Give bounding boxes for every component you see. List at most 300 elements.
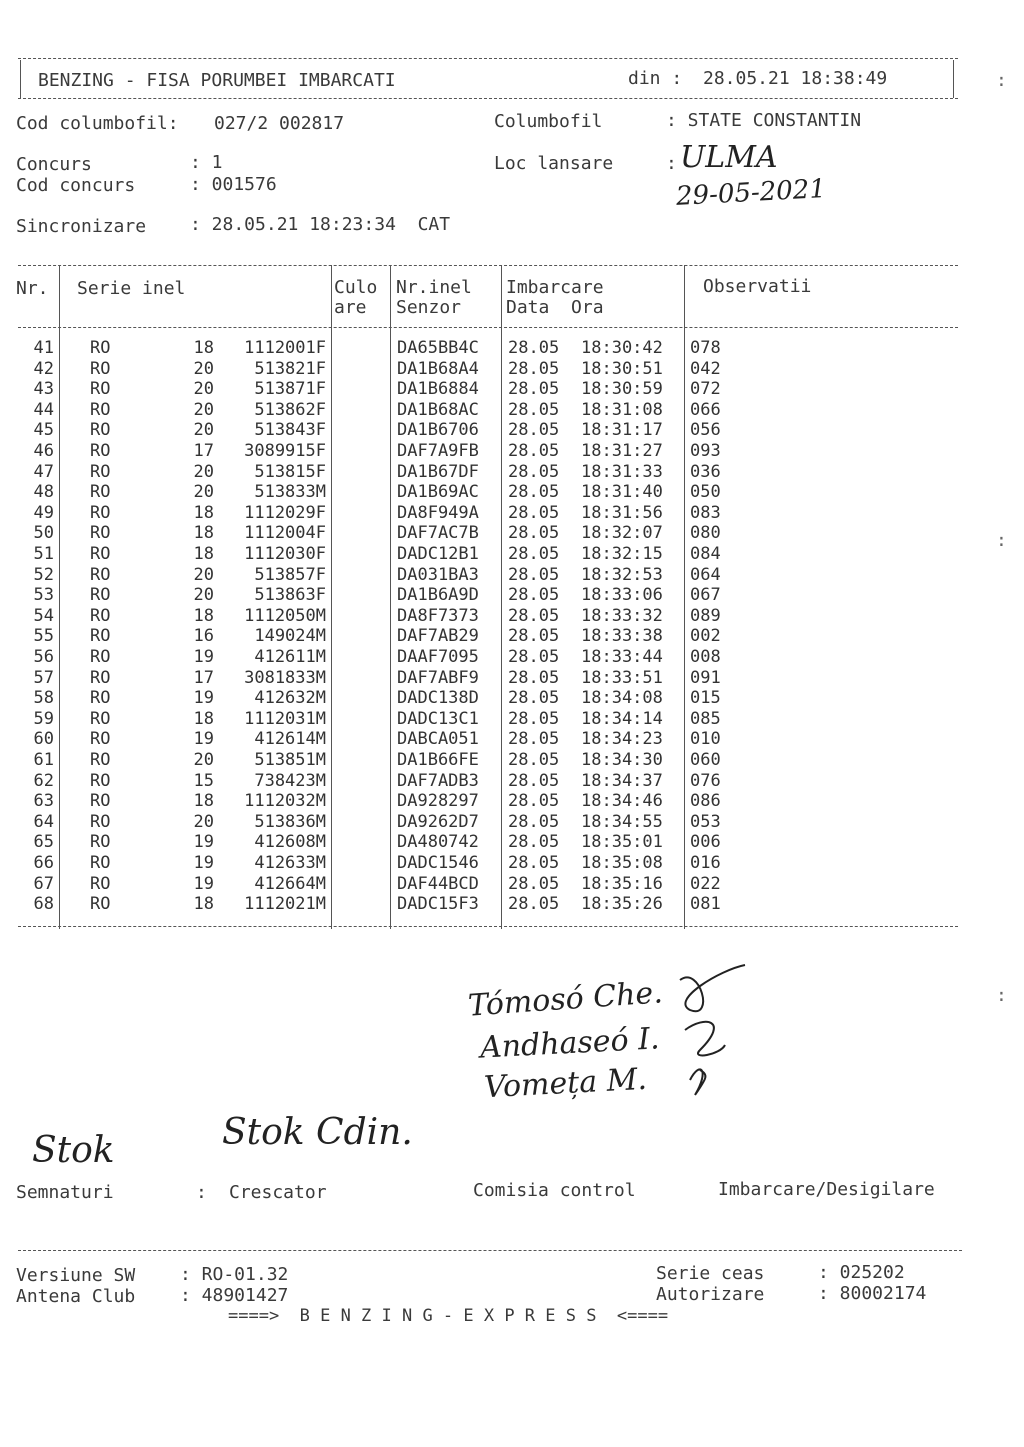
row-observation: 060	[690, 750, 721, 770]
row-boarding-date: 28.05	[508, 379, 560, 400]
row-sensor-id: DA1B66FE	[397, 750, 479, 770]
row-boarding-date: 28.05	[508, 523, 560, 544]
row-year: 18	[193, 894, 214, 915]
header-date-label: din :	[628, 68, 683, 89]
table-row	[0, 544, 1024, 565]
row-boarding-date: 28.05	[508, 832, 560, 853]
row-observation: 036	[690, 461, 721, 482]
row-country: RO	[90, 441, 111, 461]
row-year: 20	[193, 461, 214, 482]
row-boarding-date: 28.05	[508, 626, 560, 647]
fancier-label: Columbofil	[494, 111, 603, 132]
row-boarding-time: 18:32:53	[581, 564, 663, 585]
row-observation: 078	[690, 338, 721, 358]
row-ring-number: 1112031M	[244, 708, 326, 729]
table-row	[0, 482, 1024, 503]
row-ring-number: 412614M	[254, 729, 326, 750]
row-nr: 63	[33, 791, 54, 812]
row-ring-number: 1112004F	[244, 523, 326, 544]
row-country: RO	[90, 832, 111, 853]
row-nr: 61	[33, 750, 54, 770]
row-sensor-id: DA9262D7	[397, 811, 479, 832]
row-nr: 58	[33, 688, 54, 709]
sw-version-label: Versiune SW	[16, 1265, 136, 1286]
row-sensor-id: DA8F7373	[397, 605, 479, 626]
row-sensor-id: DADC138D	[397, 688, 479, 709]
row-observation: 016	[690, 853, 721, 873]
table-row	[0, 771, 1024, 792]
row-nr: 52	[33, 564, 54, 585]
row-sensor-id: DA480742	[397, 832, 479, 853]
row-sensor-id: DADC1546	[397, 853, 479, 873]
row-country: RO	[90, 420, 111, 441]
authorization-value: : 80002174	[818, 1283, 927, 1304]
row-nr: 45	[33, 420, 54, 441]
row-boarding-time: 18:34:08	[581, 688, 663, 709]
row-boarding-date: 28.05	[508, 791, 560, 812]
row-observation: 056	[690, 420, 721, 441]
release-location-label: Loc lansare	[494, 153, 614, 174]
row-ring-number: 513821F	[254, 358, 326, 379]
fancier-code-label: Cod columbofil:	[16, 113, 179, 134]
row-nr: 46	[33, 441, 54, 461]
row-country: RO	[90, 605, 111, 626]
authorization-label: Autorizare	[656, 1284, 765, 1305]
table-row	[0, 729, 1024, 750]
row-boarding-time: 18:31:27	[581, 441, 663, 461]
signatures-label: Semnaturi	[16, 1182, 114, 1203]
table-row	[0, 647, 1024, 668]
sw-version-value: : RO-01.32	[180, 1264, 289, 1285]
col-header-ring-series: Serie inel	[77, 278, 186, 299]
row-nr: 48	[33, 482, 54, 503]
row-observation: 080	[690, 523, 721, 544]
row-sensor-id: DAF7ABF9	[397, 667, 479, 688]
row-sensor-id: DA1B68AC	[397, 399, 479, 420]
table-row	[0, 400, 1024, 421]
fancier-name: : STATE CONSTANTIN	[666, 110, 862, 131]
sync-value: : 28.05.21 18:23:34 CAT	[190, 214, 451, 235]
row-country: RO	[90, 585, 111, 606]
row-observation: 072	[690, 379, 721, 400]
row-boarding-time: 18:30:42	[581, 338, 663, 358]
row-ring-number: 1112030F	[244, 544, 326, 564]
row-ring-number: 149024M	[254, 626, 326, 647]
row-year: 20	[193, 420, 214, 441]
table-row	[0, 523, 1024, 544]
row-nr: 62	[33, 770, 54, 791]
row-year: 20	[193, 564, 214, 585]
table-row	[0, 359, 1024, 380]
row-observation: 002	[690, 626, 721, 647]
row-nr: 43	[33, 379, 54, 400]
table-row	[0, 874, 1024, 895]
row-country: RO	[90, 338, 111, 358]
row-nr: 65	[33, 832, 54, 853]
row-sensor-id: DADC12B1	[397, 544, 479, 564]
row-boarding-time: 18:33:51	[581, 667, 663, 688]
row-year: 18	[193, 502, 214, 523]
row-country: RO	[90, 667, 111, 688]
col-header-boarding-line2: Data Ora	[506, 297, 604, 318]
row-nr: 51	[33, 544, 54, 564]
row-sensor-id: DA1B69AC	[397, 482, 479, 503]
row-boarding-time: 18:35:26	[581, 894, 663, 915]
row-nr: 54	[33, 605, 54, 626]
row-year: 20	[193, 358, 214, 379]
row-sensor-id: DA8F949A	[397, 502, 479, 523]
row-ring-number: 513863F	[254, 585, 326, 606]
row-year: 19	[193, 832, 214, 853]
boarding-unsealing-label: Imbarcare/Desigilare	[718, 1179, 935, 1200]
row-boarding-time: 18:31:40	[581, 482, 663, 503]
row-observation: 085	[690, 708, 721, 729]
row-ring-number: 513833M	[254, 482, 326, 503]
row-year: 17	[193, 667, 214, 688]
commission-label: Comisia control	[473, 1180, 636, 1201]
row-nr: 57	[33, 667, 54, 688]
table-row	[0, 668, 1024, 689]
row-country: RO	[90, 770, 111, 791]
row-observation: 091	[690, 667, 721, 688]
row-observation: 076	[690, 770, 721, 791]
table-row	[0, 503, 1024, 524]
row-year: 18	[193, 544, 214, 564]
row-country: RO	[90, 708, 111, 729]
row-ring-number: 412608M	[254, 832, 326, 853]
row-boarding-date: 28.05	[508, 564, 560, 585]
row-year: 20	[193, 585, 214, 606]
row-boarding-date: 28.05	[508, 667, 560, 688]
row-country: RO	[90, 873, 111, 894]
row-boarding-date: 28.05	[508, 873, 560, 894]
header-date-value: 28.05.21 18:38:49	[703, 68, 888, 89]
col-header-observations: Observatii	[703, 276, 812, 297]
table-row	[0, 894, 1024, 915]
table-row	[0, 853, 1024, 874]
row-boarding-time: 18:32:07	[581, 523, 663, 544]
row-observation: 066	[690, 399, 721, 420]
row-observation: 081	[690, 894, 721, 915]
row-ring-number: 412632M	[254, 688, 326, 709]
release-location-colon: :	[666, 153, 677, 174]
row-boarding-date: 28.05	[508, 750, 560, 770]
col-header-ring-nr-line1: Nr.inel	[396, 277, 472, 298]
row-year: 20	[193, 811, 214, 832]
row-observation: 089	[690, 605, 721, 626]
row-year: 18	[193, 338, 214, 358]
row-year: 19	[193, 853, 214, 873]
row-boarding-date: 28.05	[508, 647, 560, 667]
row-nr: 60	[33, 729, 54, 750]
row-sensor-id: DAAF7095	[397, 647, 479, 667]
row-ring-number: 513857F	[254, 564, 326, 585]
row-observation: 008	[690, 647, 721, 667]
row-boarding-date: 28.05	[508, 894, 560, 915]
row-boarding-time: 18:30:51	[581, 358, 663, 379]
row-observation: 083	[690, 502, 721, 523]
row-sensor-id: DA1B68A4	[397, 358, 479, 379]
table-row	[0, 338, 1024, 359]
row-sensor-id: DA65BB4C	[397, 338, 479, 358]
signatures-colon: :	[196, 1182, 207, 1203]
row-year: 18	[193, 708, 214, 729]
breeder-signature: Stok Cdin.	[222, 1112, 413, 1153]
row-sensor-id: DABCA051	[397, 729, 479, 750]
row-observation: 084	[690, 544, 721, 564]
row-boarding-date: 28.05	[508, 544, 560, 564]
row-observation: 042	[690, 358, 721, 379]
fancier-code-value: 027/2 002817	[214, 113, 345, 134]
table-row	[0, 606, 1024, 627]
row-boarding-date: 28.05	[508, 502, 560, 523]
row-boarding-date: 28.05	[508, 729, 560, 750]
sync-label: Sincronizare	[16, 216, 147, 237]
row-country: RO	[90, 358, 111, 379]
row-sensor-id: DAF7AB29	[397, 626, 479, 647]
row-observation: 022	[690, 873, 721, 894]
row-boarding-time: 18:34:37	[581, 770, 663, 791]
row-year: 20	[193, 399, 214, 420]
row-boarding-time: 18:31:33	[581, 461, 663, 482]
table-row	[0, 750, 1024, 771]
contest-code-value: : 001576	[190, 174, 277, 195]
row-nr: 44	[33, 399, 54, 420]
row-boarding-time: 18:34:46	[581, 791, 663, 812]
row-sensor-id: DAF7AC7B	[397, 523, 479, 544]
row-year: 17	[193, 441, 214, 461]
row-ring-number: 1112032M	[244, 791, 326, 812]
row-boarding-date: 28.05	[508, 811, 560, 832]
col-header-nr: Nr.	[16, 278, 49, 299]
row-boarding-date: 28.05	[508, 708, 560, 729]
row-sensor-id: DADC15F3	[397, 894, 479, 915]
col-header-color-line2: are	[334, 297, 367, 318]
row-year: 19	[193, 688, 214, 709]
row-boarding-date: 28.05	[508, 585, 560, 606]
row-sensor-id: DADC13C1	[397, 708, 479, 729]
antenna-value: : 48901427	[180, 1285, 289, 1306]
table-row	[0, 462, 1024, 483]
row-boarding-time: 18:31:08	[581, 399, 663, 420]
row-boarding-date: 28.05	[508, 482, 560, 503]
table-bottom-border	[18, 926, 958, 927]
row-country: RO	[90, 626, 111, 647]
row-year: 19	[193, 873, 214, 894]
row-observation: 010	[690, 729, 721, 750]
row-boarding-date: 28.05	[508, 605, 560, 626]
release-location-handwritten: ULMA	[680, 140, 778, 175]
contest-code-label: Cod concurs	[16, 175, 136, 196]
header-left-border	[20, 60, 21, 98]
row-observation: 050	[690, 482, 721, 503]
table-row	[0, 626, 1024, 647]
row-country: RO	[90, 811, 111, 832]
row-year: 18	[193, 791, 214, 812]
row-year: 20	[193, 750, 214, 770]
row-boarding-time: 18:35:16	[581, 873, 663, 894]
row-ring-number: 412633M	[254, 853, 326, 873]
row-boarding-date: 28.05	[508, 338, 560, 358]
row-country: RO	[90, 750, 111, 770]
row-boarding-time: 18:33:06	[581, 585, 663, 606]
row-observation: 067	[690, 585, 721, 606]
table-row	[0, 379, 1024, 400]
header-bottom-border	[18, 98, 958, 99]
row-boarding-time: 18:33:38	[581, 626, 663, 647]
row-observation: 015	[690, 688, 721, 709]
row-boarding-time: 18:35:01	[581, 832, 663, 853]
row-country: RO	[90, 544, 111, 564]
table-header-separator	[18, 327, 958, 328]
row-ring-number: 1112050M	[244, 605, 326, 626]
row-observation: 086	[690, 791, 721, 812]
row-boarding-date: 28.05	[508, 420, 560, 441]
row-country: RO	[90, 647, 111, 667]
row-boarding-time: 18:34:55	[581, 811, 663, 832]
commission-signature-1: Tómosó Che.	[467, 975, 664, 1024]
row-boarding-time: 18:32:15	[581, 544, 663, 564]
row-nr: 42	[33, 358, 54, 379]
row-boarding-date: 28.05	[508, 770, 560, 791]
row-year: 18	[193, 523, 214, 544]
row-nr: 55	[33, 626, 54, 647]
row-boarding-time: 18:31:17	[581, 420, 663, 441]
table-row	[0, 812, 1024, 833]
row-year: 15	[193, 770, 214, 791]
row-sensor-id: DA1B67DF	[397, 461, 479, 482]
row-year: 16	[193, 626, 214, 647]
row-sensor-id: DA1B6A9D	[397, 585, 479, 606]
row-ring-number: 513871F	[254, 379, 326, 400]
table-row	[0, 709, 1024, 730]
row-ring-number: 513815F	[254, 461, 326, 482]
table-row	[0, 585, 1024, 606]
row-boarding-time: 18:33:32	[581, 605, 663, 626]
row-sensor-id: DAF44BCD	[397, 873, 479, 894]
row-sensor-id: DA1B6706	[397, 420, 479, 441]
row-country: RO	[90, 399, 111, 420]
col-header-color-line1: Culo	[334, 277, 378, 298]
row-year: 18	[193, 605, 214, 626]
table-top-border	[18, 265, 958, 266]
row-boarding-time: 18:31:56	[581, 502, 663, 523]
row-country: RO	[90, 729, 111, 750]
scan-speck: :	[996, 530, 1007, 551]
table-row	[0, 420, 1024, 441]
row-country: RO	[90, 461, 111, 482]
breeder-label: Crescator	[229, 1182, 327, 1203]
clock-serial-value: : 025202	[818, 1262, 905, 1283]
row-year: 20	[193, 379, 214, 400]
row-ring-number: 513851M	[254, 750, 326, 770]
row-ring-number: 513862F	[254, 399, 326, 420]
row-sensor-id: DAF7ADB3	[397, 770, 479, 791]
row-ring-number: 3081833M	[244, 667, 326, 688]
row-year: 19	[193, 729, 214, 750]
header-right-border	[953, 60, 954, 98]
contest-label: Concurs	[16, 154, 92, 175]
row-country: RO	[90, 502, 111, 523]
table-row	[0, 565, 1024, 586]
row-country: RO	[90, 564, 111, 585]
table-row	[0, 832, 1024, 853]
row-country: RO	[90, 688, 111, 709]
row-year: 19	[193, 647, 214, 667]
antenna-label: Antena Club	[16, 1286, 136, 1307]
row-boarding-time: 18:34:30	[581, 750, 663, 770]
row-ring-number: 738423M	[254, 770, 326, 791]
row-country: RO	[90, 523, 111, 544]
row-observation: 053	[690, 811, 721, 832]
row-nr: 49	[33, 502, 54, 523]
row-nr: 64	[33, 811, 54, 832]
clock-serial-label: Serie ceas	[656, 1263, 765, 1284]
row-ring-number: 1112021M	[244, 894, 326, 915]
row-sensor-id: DAF7A9FB	[397, 441, 479, 461]
row-nr: 67	[33, 873, 54, 894]
row-boarding-time: 18:35:08	[581, 853, 663, 873]
row-boarding-date: 28.05	[508, 461, 560, 482]
row-nr: 59	[33, 708, 54, 729]
brand-line: ====> B E N Z I N G - E X P R E S S <====	[228, 1306, 669, 1326]
footer-top-border	[18, 1250, 962, 1251]
row-nr: 50	[33, 523, 54, 544]
header-top-border	[18, 58, 958, 59]
row-boarding-date: 28.05	[508, 399, 560, 420]
row-nr: 41	[33, 338, 54, 358]
scan-speck: :	[996, 70, 1007, 91]
table-row	[0, 688, 1024, 709]
col-header-boarding-line1: Imbarcare	[506, 277, 604, 298]
row-sensor-id: DA031BA3	[397, 564, 479, 585]
row-boarding-date: 28.05	[508, 853, 560, 873]
row-boarding-time: 18:34:14	[581, 708, 663, 729]
row-boarding-time: 18:30:59	[581, 379, 663, 400]
commission-scribble-signature	[660, 960, 760, 1100]
row-ring-number: 1112001F	[244, 338, 326, 358]
row-ring-number: 412611M	[254, 647, 326, 667]
row-ring-number: 412664M	[254, 873, 326, 894]
table-row	[0, 791, 1024, 812]
row-observation: 064	[690, 564, 721, 585]
row-boarding-time: 18:33:44	[581, 647, 663, 667]
commission-signature-3: Vomeța M.	[483, 1061, 648, 1106]
row-country: RO	[90, 894, 111, 915]
row-country: RO	[90, 379, 111, 400]
document-title: BENZING - FISA PORUMBEI IMBARCATI	[38, 70, 396, 91]
row-nr: 47	[33, 461, 54, 482]
row-nr: 53	[33, 585, 54, 606]
breeder-mark: Stok	[32, 1130, 115, 1171]
row-nr: 68	[33, 894, 54, 915]
scan-speck: :	[996, 985, 1007, 1006]
row-nr: 66	[33, 853, 54, 873]
row-country: RO	[90, 853, 111, 873]
row-ring-number: 513836M	[254, 811, 326, 832]
row-sensor-id: DA1B6884	[397, 379, 479, 400]
table-row	[0, 441, 1024, 462]
contest-value: : 1	[190, 152, 223, 173]
row-boarding-date: 28.05	[508, 358, 560, 379]
row-boarding-date: 28.05	[508, 688, 560, 709]
row-year: 20	[193, 482, 214, 503]
row-country: RO	[90, 791, 111, 812]
col-header-ring-nr-line2: Senzor	[396, 297, 462, 318]
row-nr: 56	[33, 647, 54, 667]
row-boarding-time: 18:34:23	[581, 729, 663, 750]
commission-signature-2: Andhaseó I.	[479, 1021, 661, 1066]
